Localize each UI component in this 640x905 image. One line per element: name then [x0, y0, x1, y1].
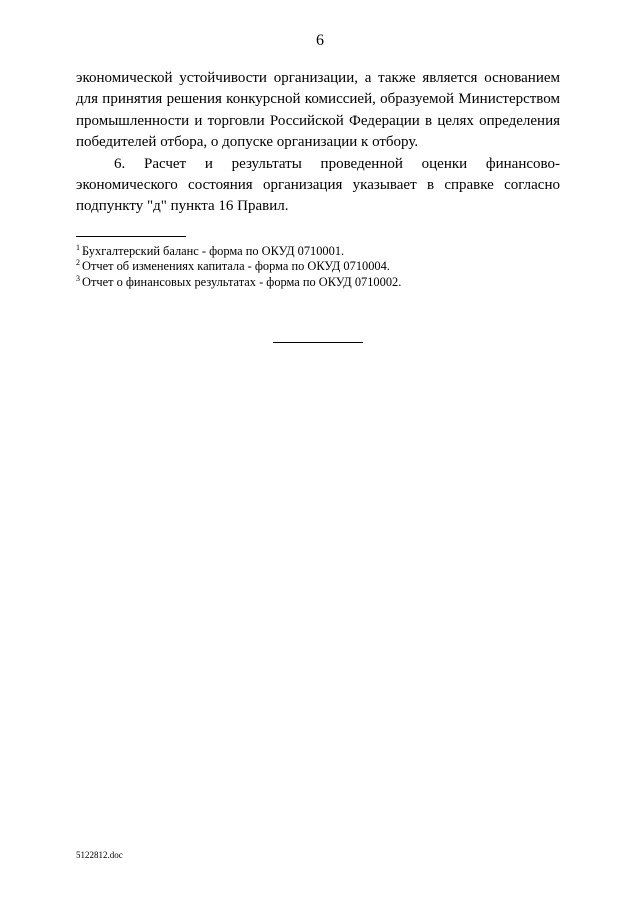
- document-body: [76, 68, 560, 218]
- footnote-1: [76, 244, 560, 259]
- footnote-mark: 3: [76, 273, 80, 283]
- footnote-mark: 2: [76, 258, 80, 268]
- footnote-3: [76, 275, 560, 290]
- footnote-mark: 1: [76, 242, 80, 252]
- footnote-2: [76, 259, 560, 274]
- end-of-document-rule: [273, 342, 363, 343]
- footnote-separator: [76, 236, 186, 237]
- footnotes: [76, 244, 560, 290]
- paragraph-continuation: экономической устойчивости организации, а также является основанием для принятия решения конкурсной комиссией, образуемой Министерством промышленности и торговли Российской Федерации в целях определения победителей отбора, о допуске организации к отбору.: [76, 70, 560, 151]
- document-filename: 5122812.doc: [76, 850, 123, 860]
- page-number: 6: [316, 32, 324, 49]
- paragraph-item-6: 6. Расчет и результаты проведенной оценки финансово-экономического состояния организация указывает в справке согласно подпункту "д" пункта 16 Правил.: [76, 155, 560, 215]
- footnote-text: Бухгалтерский баланс - форма по ОКУД 0710001.: [82, 244, 345, 258]
- footnote-text: Отчет об изменениях капитала - форма по ОКУД 0710004.: [82, 259, 390, 274]
- footnote-text: Отчет о финансовых результатах - форма по ОКУД 0710002.: [82, 274, 402, 289]
